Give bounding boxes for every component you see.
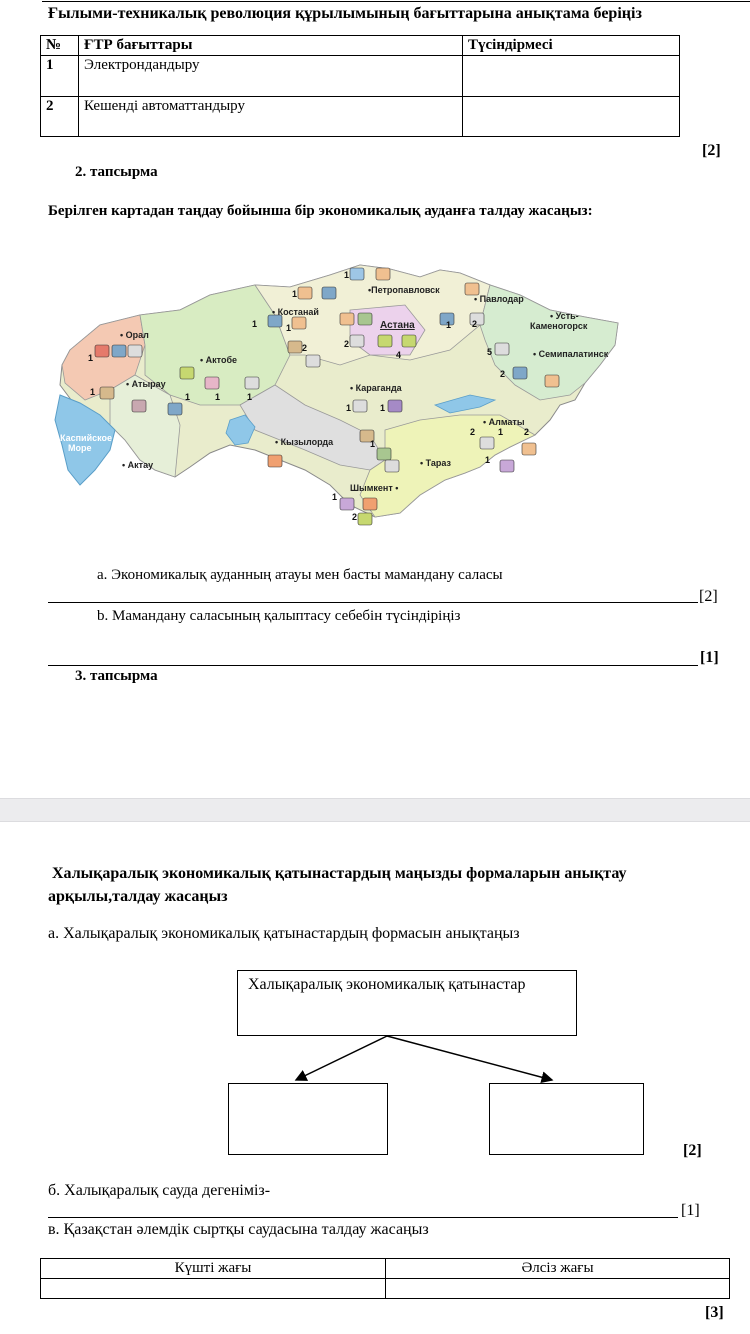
svg-text:1: 1 [286, 323, 292, 333]
svg-text:2: 2 [344, 339, 350, 349]
svg-text:1: 1 [247, 392, 253, 402]
map-label-atyrau: • Атырау [126, 379, 166, 389]
table-cell-answer[interactable] [463, 97, 680, 137]
table-cell-strengths[interactable] [41, 1279, 386, 1299]
table-cell-direction: Электрондандыру [79, 56, 463, 97]
svg-text:2: 2 [524, 427, 530, 437]
diagram-answer-box-right[interactable] [489, 1083, 644, 1155]
svg-text:1: 1 [498, 427, 504, 437]
task3-score-a: [2] [683, 1142, 702, 1159]
map-label-oral: • Орал [120, 330, 149, 340]
map-label-karaganda: • Караганда [350, 383, 402, 393]
svg-text:2: 2 [302, 343, 308, 353]
map-label-aktau: • Актау [122, 460, 154, 470]
svg-text:1: 1 [446, 320, 452, 330]
table-cell-answer[interactable] [463, 56, 680, 97]
diagram-arrows [280, 1030, 580, 1090]
diagram-root-label: Халықаралық экономикалық қатынастар [248, 976, 526, 993]
answer-line-a[interactable] [48, 602, 698, 603]
table-header-number: № [41, 36, 79, 56]
map-label-caspian-1: Каспийское [60, 433, 113, 443]
map-label-kostanai: • Костанай [272, 307, 319, 317]
svg-text:5: 5 [487, 347, 493, 357]
task1-score: [2] [702, 142, 721, 159]
task1-table [40, 35, 680, 137]
svg-text:1: 1 [380, 403, 386, 413]
task3-question-a: а. Халықаралық экономикалық қатынастардың формасын анықтаңыз [48, 925, 520, 942]
map-label-aktobe: • Актобе [200, 355, 238, 365]
svg-text:1: 1 [332, 492, 338, 502]
arrow-left [296, 1036, 387, 1080]
diagram-answer-box-left[interactable] [228, 1083, 388, 1155]
svg-text:2: 2 [352, 512, 358, 522]
map-label-pavlodar: • Павлодар [474, 294, 524, 304]
svg-text:2: 2 [500, 369, 506, 379]
map-label-kyzylorda: • Кызылорда [275, 437, 334, 447]
task2-score-b: [1] [700, 649, 719, 666]
task2-instruction: Берілген картадан таңдау бойынша бір экономикалық ауданға талдау жасаңыз: [48, 203, 593, 219]
answer-line-b[interactable] [48, 665, 698, 666]
table-row [41, 56, 680, 97]
svg-text:1: 1 [346, 403, 352, 413]
svg-text:1: 1 [344, 270, 350, 280]
task3-score-c: [3] [705, 1304, 724, 1321]
task2-question-a: a. Экономикалық ауданның атауы мен басты мамандану саласы [97, 567, 503, 583]
map-label-petropavlovsk: •Петропавловск [368, 285, 440, 295]
page-separator [0, 798, 750, 822]
svg-text:1: 1 [215, 392, 221, 402]
task3-score-b: [1] [681, 1202, 700, 1219]
map-label-astana: Астана [380, 320, 415, 331]
task3-question-b: б. Халықаралық сауда дегеніміз- [48, 1182, 271, 1199]
map-label-kamenogorsk: Каменогорск [530, 321, 588, 331]
table-cell-number: 1 [41, 56, 79, 97]
strengths-weaknesses-table [40, 1258, 730, 1299]
kazakhstan-economic-map [40, 255, 640, 540]
task2-heading: 2. тапсырма [75, 164, 158, 180]
table-cell-weaknesses[interactable] [386, 1279, 730, 1299]
svg-text:2: 2 [470, 427, 476, 437]
table-row [41, 97, 680, 137]
table-header-directions: ҒТР бағыттары [79, 36, 463, 56]
svg-text:1: 1 [90, 387, 96, 397]
svg-text:1: 1 [185, 392, 191, 402]
table-row [41, 1279, 730, 1299]
map-label-ust: • Усть- [550, 311, 579, 321]
table-header-strengths: Күшті жағы [41, 1259, 386, 1279]
task3-question-c: в. Қазақстан әлемдік сыртқы саудасына талдау жасаңыз [48, 1221, 429, 1238]
task2-score-a: [2] [699, 588, 718, 605]
table-header-explanation: Түсіндірмесі [463, 36, 680, 56]
map-label-shymkent: Шымкент • [350, 483, 399, 493]
arrow-right [387, 1036, 552, 1080]
map-label-taraz: • Тараз [420, 458, 452, 468]
task3-title-line2: арқылы,талдау жасаңыз [48, 888, 228, 905]
svg-text:1: 1 [88, 353, 94, 363]
answer-line-c[interactable] [48, 1217, 678, 1218]
table-header-weaknesses: Әлсіз жағы [386, 1259, 730, 1279]
task3-heading: 3. тапсырма [75, 668, 158, 684]
top-rule [42, 1, 750, 2]
svg-text:1: 1 [252, 319, 258, 329]
task3-title-line1: Халықаралық экономикалық қатынастардың маңызды формаларын анықтау [52, 865, 627, 882]
diagram-root-box [237, 970, 577, 1036]
task1-title: Ғылыми-техникалық революция құрылымының бағыттарына анықтама беріңіз [48, 5, 642, 22]
svg-text:4: 4 [396, 350, 402, 360]
svg-text:1: 1 [485, 455, 491, 465]
svg-text:1: 1 [292, 289, 298, 299]
map-label-almaty: • Алматы [483, 417, 525, 427]
task2-question-b: b. Мамандану саласының қалыптасу себебін түсіндіріңіз [97, 608, 461, 624]
table-cell-number: 2 [41, 97, 79, 137]
map-label-caspian-2: Море [68, 443, 92, 453]
svg-text:1: 1 [370, 439, 376, 449]
map-label-semipalatinsk: • Семипалатинск [533, 349, 609, 359]
table-cell-direction: Кешенді автоматтандыру [79, 97, 463, 137]
svg-text:2: 2 [472, 319, 478, 329]
